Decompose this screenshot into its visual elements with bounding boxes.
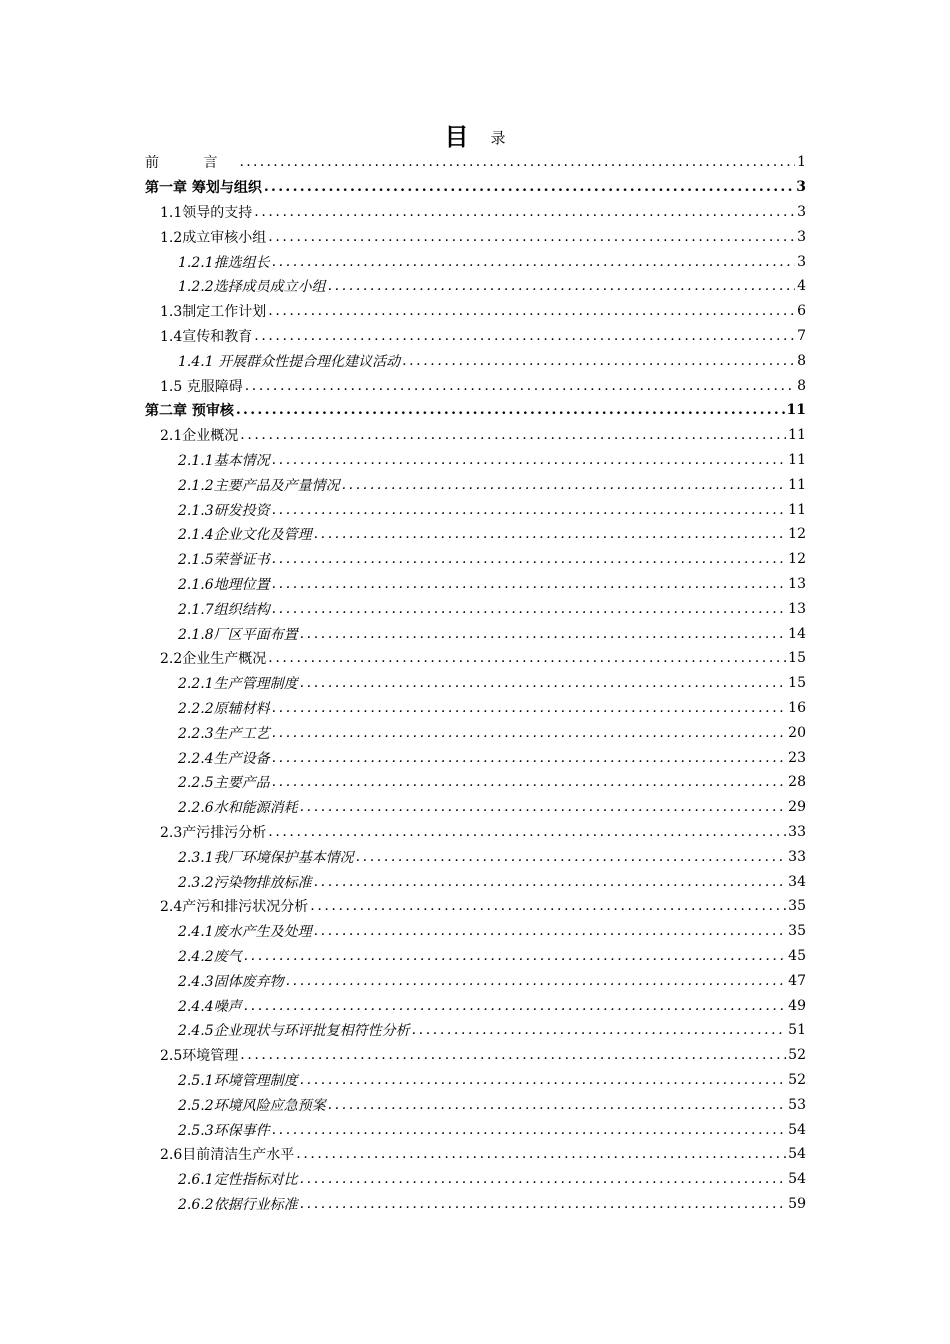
toc-dot-leader bbox=[272, 725, 787, 741]
toc-dot-leader bbox=[314, 923, 787, 939]
toc-entry[interactable] bbox=[178, 919, 806, 944]
toc-entry-page-number: 51 bbox=[788, 1022, 806, 1039]
toc-entry-label: 2.5.2环境风险应急预案 bbox=[178, 1097, 326, 1114]
toc-entry-page-number: 7 bbox=[797, 327, 806, 344]
toc-entry[interactable] bbox=[178, 348, 806, 373]
toc-entry-label: 2.4.4噪声 bbox=[178, 998, 242, 1015]
toc-entry-page-number: 20 bbox=[788, 724, 806, 741]
toc-entry[interactable] bbox=[178, 1018, 806, 1043]
toc-dot-leader bbox=[240, 1047, 786, 1063]
toc-entry[interactable] bbox=[178, 522, 806, 547]
toc-entry-label: 2.1.5荣誉证书 bbox=[178, 552, 270, 569]
toc-entry-page-number: 53 bbox=[788, 1096, 806, 1113]
toc-entry[interactable] bbox=[178, 720, 806, 745]
toc-entry-label: 2.6目前清洁生产水平 bbox=[160, 1147, 295, 1164]
toc-entry[interactable] bbox=[178, 249, 806, 274]
toc-dot-leader bbox=[272, 452, 787, 468]
toc-entry[interactable] bbox=[145, 398, 806, 423]
toc-entry-label: 2.2企业生产概况 bbox=[160, 651, 267, 668]
toc-dot-leader bbox=[300, 1171, 787, 1187]
toc-dot-leader bbox=[402, 353, 795, 369]
toc-entry-label: 2.4.1废水产生及处理 bbox=[178, 924, 312, 941]
toc-entry-page-number: 59 bbox=[788, 1195, 806, 1212]
toc-entry[interactable] bbox=[178, 696, 806, 721]
toc-entry[interactable] bbox=[178, 671, 806, 696]
toc-entry-page-number: 6 bbox=[797, 303, 806, 320]
toc-dot-leader bbox=[240, 427, 786, 443]
toc-dot-leader bbox=[254, 204, 795, 220]
toc-entry-label: 1.2.1推选组长 bbox=[178, 254, 270, 271]
toc-title-main: 目 bbox=[444, 122, 469, 151]
toc-title-sub: 录 bbox=[490, 129, 506, 147]
toc-dot-leader bbox=[272, 551, 787, 567]
toc-entry-label: 2.3.1我厂环境保护基本情况 bbox=[178, 849, 354, 866]
toc-entry[interactable] bbox=[178, 472, 806, 497]
toc-entry-label: 第一章 筹划与组织 bbox=[145, 180, 262, 197]
toc-entry[interactable] bbox=[178, 869, 806, 894]
toc-entry-page-number: 34 bbox=[788, 873, 806, 890]
toc-entry-page-number: 15 bbox=[788, 675, 806, 692]
toc-entry-label: 1.1领导的支持 bbox=[160, 204, 253, 221]
toc-entry-page-number: 29 bbox=[788, 799, 806, 816]
toc-entry-page-number: 11 bbox=[786, 402, 806, 419]
toc-entry[interactable] bbox=[160, 423, 806, 448]
toc-entry[interactable] bbox=[160, 646, 806, 671]
toc-entry[interactable] bbox=[160, 1142, 806, 1167]
toc-entry[interactable] bbox=[178, 1192, 806, 1217]
toc-entry[interactable] bbox=[145, 175, 806, 200]
toc-entry-page-number: 45 bbox=[788, 947, 806, 964]
toc-dot-leader bbox=[310, 898, 786, 914]
toc-dot-leader bbox=[412, 1022, 787, 1038]
toc-dot-leader bbox=[296, 1146, 786, 1162]
toc-dot-leader bbox=[300, 626, 787, 642]
toc-entry-label: 2.1.3研发投资 bbox=[178, 502, 270, 519]
toc-entry[interactable] bbox=[178, 944, 806, 969]
toc-entry-page-number: 47 bbox=[788, 972, 806, 989]
toc-entry[interactable] bbox=[160, 224, 806, 249]
toc-dot-leader bbox=[236, 402, 785, 418]
toc-entry-label: 2.4.2废气 bbox=[178, 948, 242, 965]
toc-entry[interactable] bbox=[178, 572, 806, 597]
toc-entry[interactable] bbox=[178, 993, 806, 1018]
toc-dot-leader bbox=[356, 849, 787, 865]
toc-entry-label: 1.5 克服障碍 bbox=[160, 378, 243, 395]
toc-entry-page-number: 28 bbox=[788, 774, 806, 791]
toc-entry[interactable] bbox=[178, 1167, 806, 1192]
toc-entry-page-number: 1 bbox=[797, 154, 806, 171]
toc-entry-page-number: 49 bbox=[788, 997, 806, 1014]
toc-dot-leader bbox=[254, 328, 795, 344]
toc-dot-leader bbox=[300, 1196, 787, 1212]
toc-entry-label: 2.4产污和排污状况分析 bbox=[160, 899, 309, 916]
toc-entry[interactable] bbox=[178, 770, 806, 795]
toc-entry-label: 2.1企业概况 bbox=[160, 428, 239, 445]
toc-entry[interactable] bbox=[178, 745, 806, 770]
toc-dot-leader bbox=[272, 774, 787, 790]
toc-dot-leader bbox=[328, 1097, 787, 1113]
toc-entry-label: 2.3.2污染物排放标准 bbox=[178, 874, 312, 891]
toc-dot-leader bbox=[300, 675, 787, 691]
toc-entry-page-number: 3 bbox=[797, 203, 806, 220]
toc-entry-label: 2.1.4企业文化及管理 bbox=[178, 527, 312, 544]
toc-entry-label: 1.4.1 开展群众性提合理化建议活动 bbox=[178, 353, 401, 370]
toc-entry-label: 1.2成立审核小组 bbox=[160, 229, 267, 246]
toc-entry-label: 2.2.6水和能源消耗 bbox=[178, 800, 298, 817]
toc-dot-leader bbox=[286, 973, 787, 989]
toc-entry[interactable] bbox=[178, 1117, 806, 1142]
toc-entry[interactable] bbox=[160, 894, 806, 919]
toc-dot-leader bbox=[268, 650, 786, 666]
toc-entry-label: 2.2.4生产设备 bbox=[178, 750, 270, 767]
toc-dot-leader bbox=[272, 502, 787, 518]
toc-entry-label: 2.4.3固体废弃物 bbox=[178, 973, 284, 990]
toc-entry[interactable] bbox=[178, 1068, 806, 1093]
toc-dot-leader bbox=[239, 154, 795, 170]
toc-dot-leader bbox=[268, 824, 786, 840]
toc-entry-label: 2.2.1生产管理制度 bbox=[178, 676, 298, 693]
toc-dot-leader bbox=[314, 526, 787, 542]
toc-dot-leader bbox=[272, 700, 787, 716]
toc-entry-label: 2.2.5主要产品 bbox=[178, 775, 270, 792]
toc-entry-label: 2.5.1环境管理制度 bbox=[178, 1072, 298, 1089]
toc-entry[interactable] bbox=[160, 1043, 806, 1068]
toc-entry-page-number: 13 bbox=[788, 600, 806, 617]
toc-dot-leader bbox=[244, 948, 787, 964]
toc-entry[interactable] bbox=[160, 324, 806, 349]
toc-entry[interactable] bbox=[160, 200, 806, 225]
toc-entry-page-number: 12 bbox=[788, 526, 806, 543]
toc-entry-page-number: 23 bbox=[788, 749, 806, 766]
toc-entry[interactable] bbox=[178, 448, 806, 473]
toc-entry-page-number: 52 bbox=[788, 1047, 806, 1064]
toc-entry-label: 1.3制定工作计划 bbox=[160, 304, 267, 321]
toc-entry-page-number: 54 bbox=[788, 1171, 806, 1188]
toc-dot-leader bbox=[268, 303, 795, 319]
toc-entry[interactable] bbox=[178, 547, 806, 572]
toc-entry-page-number: 16 bbox=[788, 699, 806, 716]
toc-entry-page-number: 35 bbox=[788, 898, 806, 915]
toc-dot-leader bbox=[272, 1122, 787, 1138]
toc-entry[interactable] bbox=[178, 497, 806, 522]
toc-entry[interactable] bbox=[178, 1092, 806, 1117]
toc-entry[interactable] bbox=[178, 621, 806, 646]
toc-entry-page-number: 11 bbox=[788, 451, 806, 468]
toc-entry-page-number: 35 bbox=[788, 923, 806, 940]
toc-entry-page-number: 15 bbox=[788, 650, 806, 667]
toc-entry-label: 2.2.3生产工艺 bbox=[178, 725, 270, 742]
toc-entry[interactable] bbox=[178, 274, 806, 299]
toc-entry-label: 2.4.5企业现状与环评批复相符性分析 bbox=[178, 1023, 410, 1040]
toc-dot-leader bbox=[300, 1072, 787, 1088]
toc-entry[interactable] bbox=[178, 844, 806, 869]
toc-entry-page-number: 11 bbox=[788, 476, 806, 493]
toc-entry-page-number: 54 bbox=[788, 1121, 806, 1138]
toc-entry-page-number: 3 bbox=[796, 179, 806, 196]
toc-dot-leader bbox=[328, 278, 795, 294]
toc-entry-label: 2.6.1定性指标对比 bbox=[178, 1172, 298, 1189]
toc-entry-page-number: 12 bbox=[788, 551, 806, 568]
toc-entry-label: 2.1.1基本情况 bbox=[178, 452, 270, 469]
toc-entry-label: 2.3产污排污分析 bbox=[160, 824, 267, 841]
toc-dot-leader bbox=[264, 179, 794, 195]
toc-dot-leader bbox=[272, 601, 787, 617]
toc-entry[interactable] bbox=[160, 373, 806, 398]
toc-entry[interactable] bbox=[178, 795, 806, 820]
toc-dot-leader bbox=[268, 229, 795, 245]
toc-entry-label: 2.5环境管理 bbox=[160, 1048, 239, 1065]
toc-dot-leader bbox=[272, 750, 787, 766]
toc-dot-leader bbox=[300, 799, 787, 815]
toc-entry-label: 前 言 bbox=[145, 155, 238, 172]
toc-entry[interactable] bbox=[178, 596, 806, 621]
toc-entry-page-number: 11 bbox=[788, 501, 806, 518]
toc-entry-label: 2.5.3环保事件 bbox=[178, 1122, 270, 1139]
toc-entry[interactable] bbox=[145, 150, 806, 175]
toc-entry-page-number: 8 bbox=[797, 352, 806, 369]
toc-entry[interactable] bbox=[178, 968, 806, 993]
toc-entry[interactable] bbox=[160, 820, 806, 845]
toc-entry-label: 2.6.2依据行业标准 bbox=[178, 1196, 298, 1213]
toc-entry-page-number: 33 bbox=[788, 823, 806, 840]
toc-dot-leader bbox=[314, 874, 787, 890]
toc-entry-page-number: 52 bbox=[788, 1071, 806, 1088]
toc-entry-page-number: 4 bbox=[797, 278, 806, 295]
toc-entry-page-number: 3 bbox=[797, 253, 806, 270]
toc-dot-leader bbox=[272, 254, 795, 270]
toc-dot-leader bbox=[244, 998, 787, 1014]
toc-dot-leader bbox=[342, 477, 787, 493]
toc-entry-label: 2.1.7组织结构 bbox=[178, 601, 270, 618]
toc-entry-page-number: 11 bbox=[788, 427, 806, 444]
toc-entry-page-number: 8 bbox=[797, 377, 806, 394]
toc-entry-label: 2.1.2主要产品及产量情况 bbox=[178, 477, 340, 494]
toc-entry-page-number: 54 bbox=[788, 1146, 806, 1163]
toc-dot-leader bbox=[272, 576, 787, 592]
toc-entry-page-number: 33 bbox=[788, 848, 806, 865]
toc-entry-page-number: 13 bbox=[788, 575, 806, 592]
toc-entry-label: 2.1.8厂区平面布置 bbox=[178, 626, 298, 643]
toc-dot-leader bbox=[245, 378, 795, 394]
toc-entry-label: 第二章 预审核 bbox=[145, 403, 234, 420]
toc-entry-page-number: 14 bbox=[788, 625, 806, 642]
toc-entry-label: 2.1.6地理位置 bbox=[178, 576, 270, 593]
toc-entry-label: 2.2.2原辅材料 bbox=[178, 700, 270, 717]
toc-entry-page-number: 3 bbox=[797, 228, 806, 245]
toc-entry[interactable] bbox=[160, 299, 806, 324]
toc-entry-label: 1.2.2选择成员成立小组 bbox=[178, 279, 326, 296]
toc-entry-label: 1.4宣传和教育 bbox=[160, 328, 253, 345]
